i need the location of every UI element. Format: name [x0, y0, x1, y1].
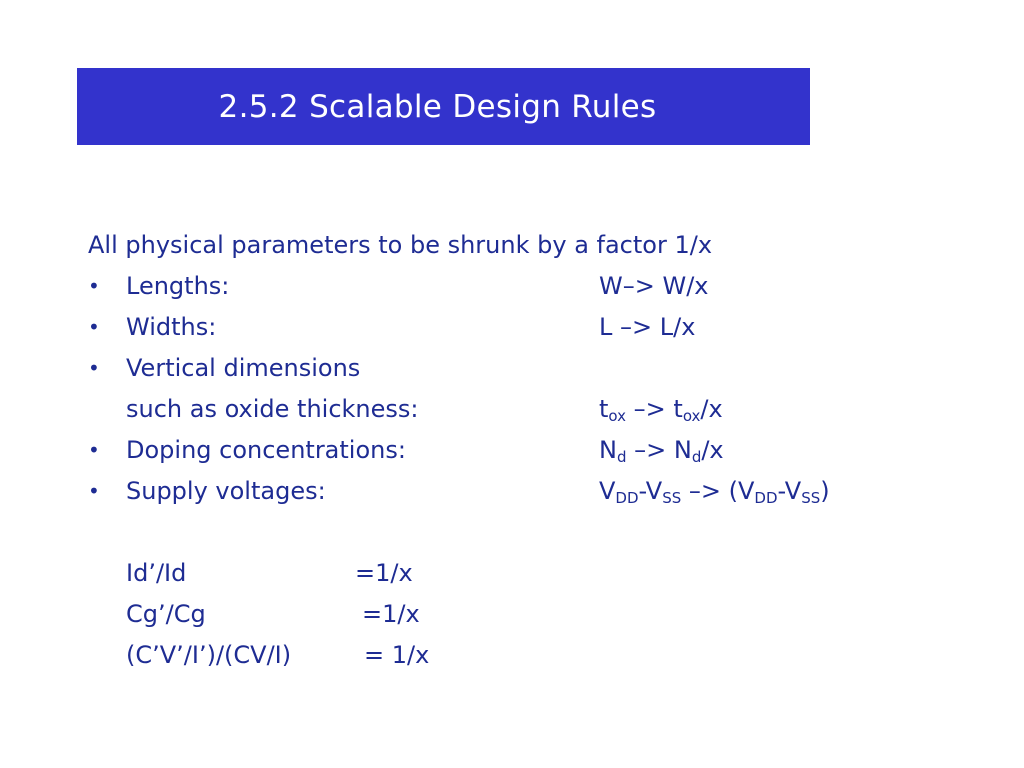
ratio-left: Cg’/Cg	[126, 600, 206, 628]
doping-label: Doping concentrations:	[126, 436, 406, 464]
doping-value: $N_d -> N_d/x$	[599, 436, 724, 466]
ratio-left: Id’/Id	[126, 559, 187, 587]
oxide-thickness-label: such as oxide thickness:	[126, 395, 419, 423]
tox-value: $t_{ox} -> t_{ox}/x$	[599, 395, 723, 425]
ratio-left: (C’V’/I’)/(CV/I)	[126, 641, 292, 669]
widths-value: L –> L/x	[599, 313, 696, 341]
vertical-label: Vertical dimensions	[126, 354, 361, 382]
ratio-right: =1/x	[355, 559, 413, 587]
supply-value: $V_{DD}-V_{SS} -> (V_{DD}-V_{SS})$	[599, 477, 830, 507]
lengths-value: W–> W/x	[599, 272, 709, 300]
bullet-icon: •	[88, 274, 100, 298]
slide-title: 2.5.2 Scalable Design Rules	[218, 88, 657, 125]
ratio-right: =1/x	[362, 600, 420, 628]
widths-label: Widths:	[126, 313, 217, 341]
supply-label: Supply voltages:	[126, 477, 326, 505]
title-bar	[77, 68, 810, 145]
lengths-label: Lengths:	[126, 272, 230, 300]
bullet-icon: •	[88, 438, 100, 462]
bullet-icon: •	[88, 315, 100, 339]
intro-text: All physical parameters to be shrunk by a factor 1/x	[88, 231, 713, 259]
bullet-icon: •	[88, 356, 100, 380]
bullet-icon: •	[88, 479, 100, 503]
ratio-right: = 1/x	[364, 641, 430, 669]
